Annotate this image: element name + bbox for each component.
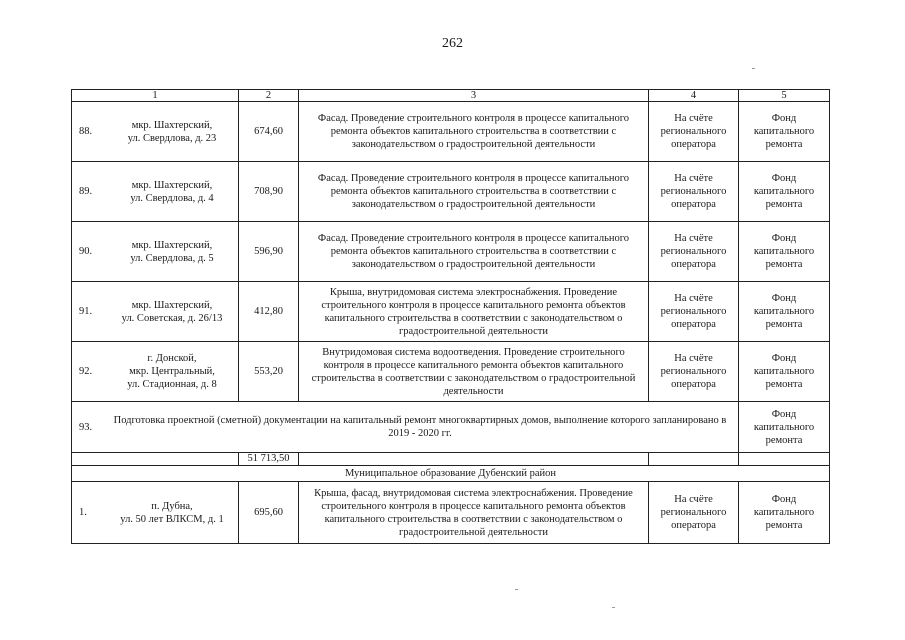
row-number: 1. (79, 507, 87, 518)
work-description: Крыша, внутридомовая система электроснабжения. Проведение строительного контроля в процессе капитального ремонта объектов капитального строительства в соответствии с законодательством о градостроительной деятельности (299, 282, 649, 342)
address-cell (72, 222, 239, 282)
area-cell: 596,90 (239, 222, 299, 282)
account-owner: На счёте регионального оператора (649, 342, 739, 402)
address: мкр. Шахтерский, ул. Советская, д. 26/13 (121, 299, 223, 324)
funding-source: Фонд капитального ремонта (739, 282, 830, 342)
work-description: Крыша, фасад, внутридомовая система электроснабжения. Проведение строительного контроля в процессе капитального ремонта объектов капитального строительства в соответствии с законодательством о градостроительной деятельности (299, 482, 649, 544)
design-docs-text: Подготовка проектной (сметной) документации на капитальный ремонт многоквартирных домов, выполнение которого запланировано в 2019 - 2020 гг. (113, 415, 727, 439)
table-row-design-docs (72, 402, 830, 453)
address: мкр. Шахтерский, ул. Свердлова, д. 23 (127, 119, 217, 144)
funding-source: Фонд капитального ремонта (739, 402, 830, 453)
address-cell (72, 102, 239, 162)
scan-speck (752, 68, 755, 69)
funding-source: Фонд капитального ремонта (739, 102, 830, 162)
scan-speck (515, 589, 518, 590)
header-col-2: 2 (239, 90, 299, 102)
address: п. Дубна, ул. 50 лет ВЛКСМ, д. 1 (120, 500, 224, 525)
address: мкр. Шахтерский, ул. Свердлова, д. 4 (130, 179, 214, 204)
total-area: 51 713,50 (239, 453, 299, 466)
account-owner: На счёте регионального оператора (649, 162, 739, 222)
account-owner: На счёте регионального оператора (649, 282, 739, 342)
funding-source: Фонд капитального ремонта (739, 222, 830, 282)
row-number: 89. (79, 186, 93, 197)
row-number: 92. (79, 366, 93, 377)
section-title: Муниципальное образование Дубенский район (72, 466, 830, 482)
scan-speck (612, 607, 615, 608)
total-empty-4 (649, 453, 739, 466)
page-number: 262 (442, 36, 463, 51)
repair-program-table (71, 89, 830, 544)
table-row (72, 162, 830, 222)
funding-source: Фонд капитального ремонта (739, 482, 830, 544)
address-cell (72, 162, 239, 222)
area-cell: 708,90 (239, 162, 299, 222)
account-owner: На счёте регионального оператора (649, 102, 739, 162)
table-header-row (72, 90, 830, 102)
work-description: Фасад. Проведение строительного контроля в процессе капитального ремонта объектов капитального строительства в соответствии с законодательством о градостроительной деятельности (299, 222, 649, 282)
total-empty-5 (739, 453, 830, 466)
area-cell: 695,60 (239, 482, 299, 544)
work-description: Фасад. Проведение строительного контроля в процессе капитального ремонта объектов капитального строительства в соответствии с законодательством о градостроительной деятельности (299, 102, 649, 162)
funding-source: Фонд капитального ремонта (739, 342, 830, 402)
address-cell (72, 342, 239, 402)
row-number: 91. (79, 306, 93, 317)
row-number: 88. (79, 126, 93, 137)
table-row (72, 282, 830, 342)
area-cell: 412,80 (239, 282, 299, 342)
account-owner: На счёте регионального оператора (649, 222, 739, 282)
header-col-3: 3 (299, 90, 649, 102)
area-cell: 674,60 (239, 102, 299, 162)
work-description: Фасад. Проведение строительного контроля в процессе капитального ремонта объектов капитального строительства в соответствии с законодательством о градостроительной деятельности (299, 162, 649, 222)
address: г. Донской, мкр. Центральный, ул. Стадионная, д. 8 (127, 353, 217, 390)
funding-source: Фонд капитального ремонта (739, 162, 830, 222)
header-col-4: 4 (649, 90, 739, 102)
header-col-5: 5 (739, 90, 830, 102)
total-label-cell (72, 453, 239, 466)
header-col-1: 1 (72, 90, 239, 102)
total-empty-3 (299, 453, 649, 466)
section-row (72, 466, 830, 482)
address-cell (72, 282, 239, 342)
work-description: Внутридомовая система водоотведения. Проведение строительного контроля в процессе капитального ремонта объектов капитального строительства в соответствии с законодательством о градостроительной деятельности (299, 342, 649, 402)
row-number: 90. (79, 246, 93, 257)
table-row (72, 102, 830, 162)
table-row (72, 482, 830, 544)
design-docs-cell (72, 402, 739, 453)
table-row (72, 342, 830, 402)
account-owner: На счёте регионального оператора (649, 482, 739, 544)
table-row (72, 222, 830, 282)
area-cell: 553,20 (239, 342, 299, 402)
total-row (72, 453, 830, 466)
address: мкр. Шахтерский, ул. Свердлова, д. 5 (130, 239, 214, 264)
row-number: 93. (79, 421, 93, 433)
address-cell (72, 482, 239, 544)
